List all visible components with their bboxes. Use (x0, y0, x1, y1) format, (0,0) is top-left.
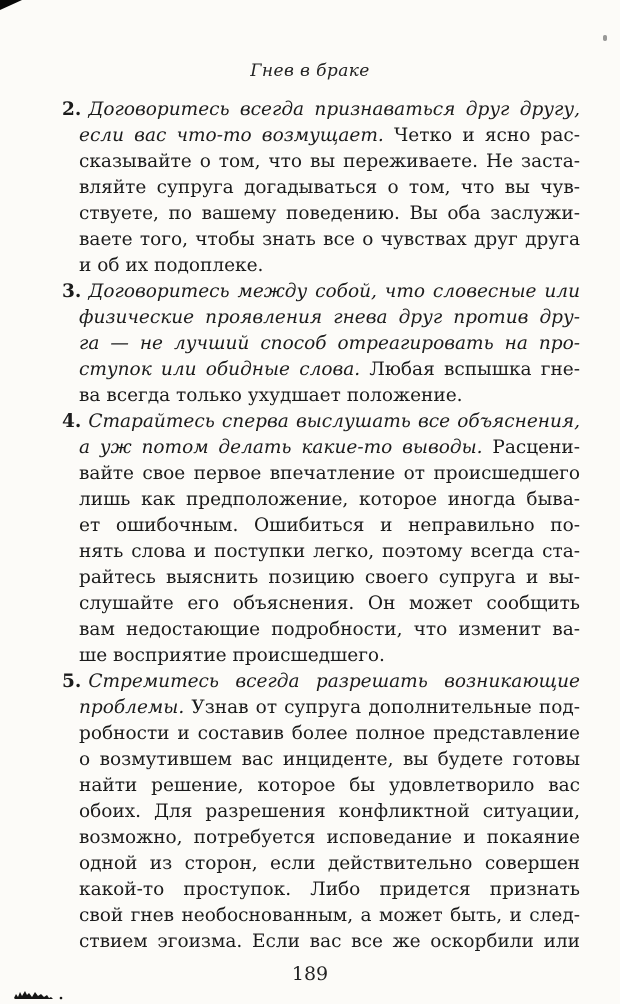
body-text: ствием эгоизма. Если вас все же оскорбили или (79, 931, 580, 952)
list-item (62, 669, 580, 955)
text-line (62, 565, 580, 591)
body-text: ва всегда только ухудшает положение. (79, 385, 463, 406)
text-line (62, 825, 580, 851)
text-line (62, 617, 580, 643)
text-line (62, 461, 580, 487)
scan-smudge-bottom-left (12, 988, 68, 1000)
body-text: нять слова и поступки легко, поэтому всегда ста- (79, 541, 580, 562)
body-text: ше восприятие происшедшего. (79, 645, 385, 666)
text-line (62, 435, 580, 461)
body-text: одной из сторон, если действительно совершен (79, 853, 580, 874)
text-line (62, 591, 580, 617)
body-text: Четко и ясно рас- (393, 125, 581, 146)
list-item (62, 279, 580, 409)
text-line (62, 695, 580, 721)
body-text: о возмутившем вас инциденте, вы будете готовы (79, 749, 580, 770)
text-line (62, 253, 580, 279)
text-line (62, 123, 580, 149)
body-text: Любая вспышка гне- (369, 359, 580, 380)
text-line (62, 227, 580, 253)
body-text: лишь как предположение, которое иногда быва- (79, 489, 580, 510)
text-line (62, 903, 580, 929)
lead-italic-text: ступок или обидные слова. (79, 359, 361, 380)
lead-italic-text: если вас что-то возмущает. (79, 125, 384, 146)
lead-italic-text: Старайтесь сперва выслушать все объяснения, (88, 411, 580, 432)
text-line (62, 747, 580, 773)
body-text: ет ошибочным. Ошибиться и неправильно по- (79, 515, 580, 536)
body-text: вляйте супруга догадываться о том, что вы чув- (79, 177, 580, 198)
body-text: обоих. Для разрешения конфликтной ситуации, (79, 801, 580, 822)
body-text: и об их подоплеке. (79, 255, 264, 276)
body-text: райтесь выяснить позицию своего супруга и вы- (79, 567, 580, 588)
lead-italic-text: Стремитесь всегда разрешать возникающие (88, 671, 580, 692)
body-text: ствуете, по вашему поведению. Вы оба заслужи- (79, 203, 580, 224)
scan-artifact-top-left (0, 0, 22, 10)
body-text: вам недостающие подробности, что изменит ва- (79, 619, 580, 640)
text-line (62, 799, 580, 825)
text-line (62, 669, 580, 695)
text-line (62, 643, 580, 669)
text-line (62, 175, 580, 201)
text-line (62, 721, 580, 747)
page-number: 189 (291, 963, 329, 985)
body-text: Узнав от супруга дополнительные под- (191, 697, 580, 718)
list-item (62, 97, 580, 279)
text-line (62, 851, 580, 877)
text-line (62, 279, 580, 305)
lead-italic-text: га — не лучший способ отреагировать на про- (79, 333, 580, 354)
text-line (62, 331, 580, 357)
text-line (62, 539, 580, 565)
body-text: слушайте его объяснения. Он может сообщить (79, 593, 580, 614)
body-text: ваете того, чтобы знать все о чувствах друг друга (79, 229, 580, 250)
text-line (62, 383, 580, 409)
text-line (62, 773, 580, 799)
text-line (62, 409, 580, 435)
text-line (62, 877, 580, 903)
body-text: сказывайте о том, что вы переживаете. Не заста- (79, 151, 580, 172)
scan-speck-top-right (603, 35, 607, 41)
lead-italic-text: Договоритесь всегда признаваться друг другу, (88, 99, 580, 120)
text-line (62, 149, 580, 175)
item-number: 5. (62, 671, 82, 692)
lead-italic-text: физические проявления гнева друг против дру- (79, 307, 580, 328)
lead-italic-text: а уж потом делать какие-то выводы. (79, 437, 483, 458)
text-line (62, 357, 580, 383)
text-line (62, 97, 580, 123)
body-text: вайте свое первое впечатление от происшедшего (79, 463, 580, 484)
lead-italic-text: проблемы. (79, 697, 185, 718)
body-text: возможно, потребуется исповедание и покаяние (79, 827, 580, 848)
body-text: Расцени- (492, 437, 580, 458)
body-text: свой гнев необоснованным, а может быть, и след- (79, 905, 580, 926)
running-header: Гнев в браке (250, 61, 370, 81)
item-number: 3. (62, 281, 82, 302)
item-number: 4. (62, 411, 82, 432)
text-line (62, 201, 580, 227)
text-line (62, 929, 580, 955)
ordered-list (62, 97, 580, 955)
body-text: найти решение, которое бы удовлетворило вас (79, 775, 580, 796)
body-text: робности и составив более полное представление (79, 723, 580, 744)
text-line (62, 487, 580, 513)
body-text: какой-то проступок. Либо придется признать (79, 879, 580, 900)
lead-italic-text: Договоритесь между собой, что словесные или (88, 281, 580, 302)
text-line (62, 305, 580, 331)
item-number: 2. (62, 99, 82, 120)
list-item (62, 409, 580, 669)
text-line (62, 513, 580, 539)
